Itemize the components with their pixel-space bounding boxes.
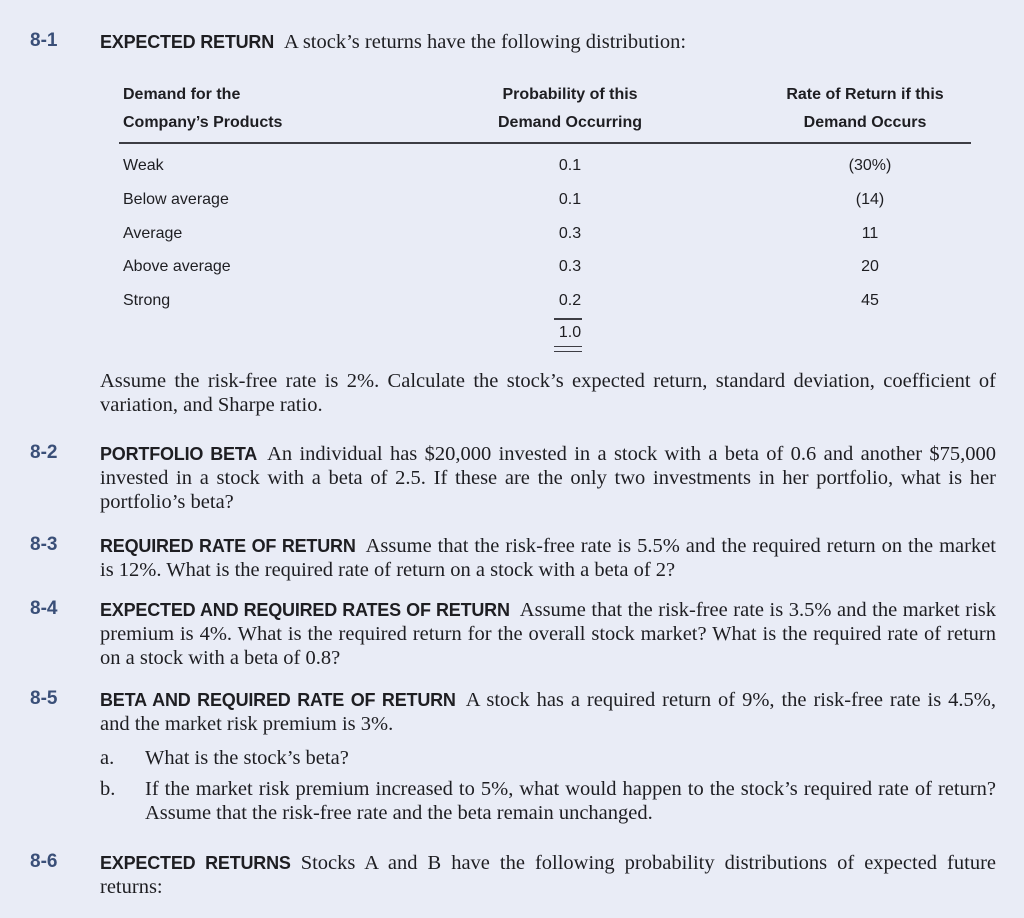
return-cell: 11 — [861, 225, 879, 242]
probability-cell: 0.1 — [558, 157, 582, 174]
problem-number: 8-2 — [30, 442, 58, 463]
demand-cell: Weak — [123, 157, 164, 174]
table-row — [0, 292, 1024, 326]
problem-text: Stocks A and B have the following probability distributions of expected future returns: — [100, 852, 996, 898]
problem-number: 8-6 — [30, 851, 58, 872]
problem-body — [100, 534, 996, 582]
probability-cell: 0.3 — [558, 225, 582, 242]
subpart-label: a. — [100, 747, 115, 769]
demand-cell: Average — [123, 225, 183, 242]
return-cell: (14) — [855, 191, 885, 208]
problem-8-1-instructions: Assume the risk-free rate is 2%. Calculate the stock’s expected return, standard deviation, coefficient of variation, and Sharpe ratio. — [100, 370, 996, 416]
demand-cell: Strong — [123, 292, 171, 309]
probability-cell: 0.2 — [558, 292, 582, 309]
problem-body — [100, 442, 996, 514]
problem-number: 8-5 — [30, 688, 58, 709]
problem-body — [100, 688, 996, 736]
probability-total: 1.0 — [558, 324, 582, 341]
problem-body — [100, 851, 996, 899]
problem-title: BETA AND REQUIRED RATE OF RETURN — [100, 690, 456, 710]
demand-cell: Below average — [123, 191, 229, 208]
table-row — [0, 258, 1024, 292]
header-demand: Demand for the Company’s Products — [123, 86, 283, 131]
probability-cell: 0.3 — [558, 258, 582, 275]
problem-text: Assume that the risk-free rate is 3.5% and the market risk premium is 4%. What is the required return for the overall stock market? What is the required rate of return on a stock with a beta of 0.8? — [100, 599, 996, 669]
return-cell: 20 — [861, 258, 879, 275]
problem-text: An individual has $20,000 invested in a stock with a beta of 0.6 and another $75,000 invested in a stock with a beta of 2.5. If these are the only two investments in her portfolio, what is her portfolio’s beta? — [100, 443, 997, 513]
problem-title: EXPECTED RETURNS — [100, 853, 291, 873]
subpart-text: What is the stock’s beta? — [145, 747, 349, 769]
problem-number: 8-3 — [30, 534, 58, 555]
problem-text: A stock’s returns have the following distribution: — [284, 31, 687, 53]
table-row — [0, 225, 1024, 259]
problem-title: REQUIRED RATE OF RETURN — [100, 536, 356, 556]
sum-rule — [554, 318, 582, 320]
problem-text: A stock has a required return of 9%, the risk-free rate is 4.5%, and the market risk premium is 3%. — [100, 689, 996, 735]
table-row — [0, 157, 1024, 191]
problem-title: EXPECTED AND REQUIRED RATES OF RETURN — [100, 600, 510, 620]
total-row — [0, 324, 1024, 358]
subpart-text: If the market risk premium increased to 5%, what would happen to the stock’s required rate of return? Assume that the risk-free rate and the beta remain unchanged. — [145, 778, 996, 824]
problem-title: EXPECTED RETURN — [100, 32, 275, 52]
table-header-rule — [119, 142, 971, 144]
demand-cell: Above average — [123, 258, 231, 275]
total-double-rule — [554, 346, 582, 352]
problem-body — [100, 30, 996, 54]
subpart-label: b. — [100, 778, 116, 800]
problem-title: PORTFOLIO BETA — [100, 444, 258, 464]
return-cell: (30%) — [848, 157, 892, 174]
return-cell: 45 — [861, 292, 879, 309]
header-return: Rate of Return if this Demand Occurs — [786, 86, 944, 131]
problem-body — [100, 598, 996, 670]
problem-text: Assume that the risk-free rate is 5.5% and the required return on the market is 12%. What is the required rate of return on a stock with a beta of 2? — [100, 535, 996, 581]
problem-number: 8-4 — [30, 598, 58, 619]
header-probability: Probability of this Demand Occurring — [497, 86, 643, 131]
table-row — [0, 191, 1024, 225]
problem-number: 8-1 — [30, 30, 58, 51]
probability-cell: 0.1 — [558, 191, 582, 208]
